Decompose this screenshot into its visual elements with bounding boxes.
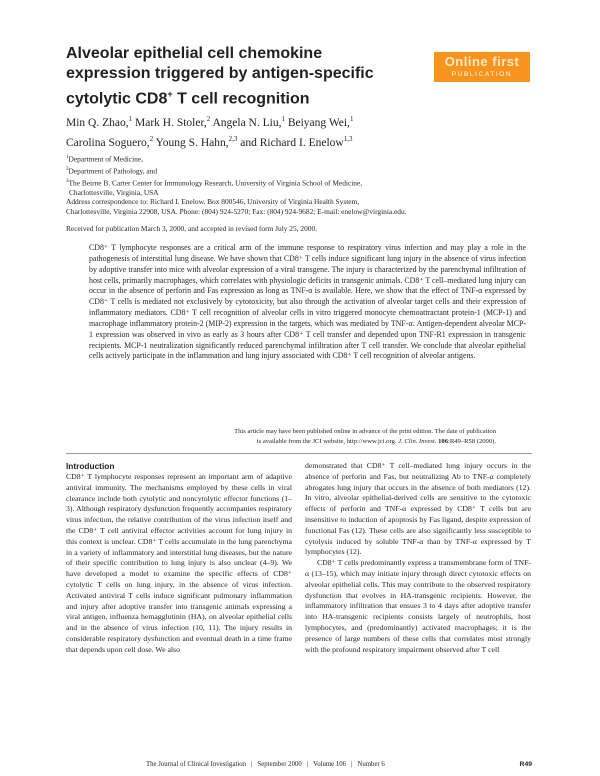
correspondence-line: Address correspondence to: Richard I. Enelow, Box 800546, University of Virginia Health System,: [66, 197, 360, 206]
section-divider: [66, 453, 532, 454]
affiliation-line: Charlottesville, Virginia, USA: [69, 188, 159, 198]
body-column-right: [305, 461, 531, 655]
title-superscript: +: [167, 89, 173, 99]
body-paragraph: CD8⁺ T cells predominantly express a transmembrane form of TNF-α (13–15), which may initiate injury through direct cytotoxic effects on alveolar epithelial cells. This may contribute to the observed respiratory dysfunction that evolves in HA-transgenic recipients. However, the inflammatory infiltration that ensues 3 to 4 days after adoptive transfer into HA-transgenic recipients consists largely of neutrophils, host lymphocytes, and (predominantly) activated macrophages; it is the presence of large numbers of these cells that correlates most strongly with the profound respiratory impairment observed after T cell: [305, 558, 531, 654]
title-line-1: Alveolar epithelial cell chemokine: [66, 45, 323, 62]
body-column-left: [66, 461, 292, 656]
online-first-badge: [434, 52, 530, 82]
page-number: R49: [519, 761, 532, 768]
correspondence: [66, 197, 546, 218]
affiliation-line: $^1$Department of Medicine,: [66, 154, 143, 164]
author: Carolina Soguero,$^2$: [66, 134, 154, 149]
title-line-2: expression triggered by antigen-specific: [66, 65, 374, 82]
title-line-3-end: T cell recognition: [172, 90, 310, 108]
article-title-block: [66, 44, 426, 109]
correspondence-line: Charlottesville, Virginia 22908, USA. Phone: (804) 924-5270; Fax: (804) 924-9682; E-mail: enelow@virginia.edu.: [66, 207, 407, 217]
author: Min Q. Zhao,$^1$: [66, 115, 133, 129]
publication-note: [160, 427, 496, 446]
body-paragraph: demonstrated that CD8⁺ T cell–mediated lung injury occurs in the absence of perforin and Fas, but neutralizing Ab to TNF-α completely abrogates lung injury that occurs in the absence of both mediators (12). In vitro, alveolar epithelial-derived cells are sensitive to the cytotoxic effects of perforin and TNF-α expressed by CD8⁺ T cells but are insensitive to induction of apoptosis by Fas ligand, despite expression of functional Fas (12). These cells are also significantly less susceptible to cytolysis induced by soluble TNF-α than by TNF-α expressed by T lymphocytes (12).: [305, 461, 531, 557]
author: and Richard I. Enelow$^{1,3}$: [240, 134, 353, 149]
introduction-paragraph: CD8⁺ T lymphocyte responses represent an important arm of adaptive antiviral immunity. The mechanisms employed by these cells in viral clearance include both cytolytic and noncytolytic effector functions (1–3). Although respiratory dysfunction frequently accompanies respiratory virus infection, the relative contribution of the virus infection itself and the CD8⁺ T cell antiviral effector activities account for lung injury in this context is unclear. CD8⁺ T cells accumulate in the lung parenchyma in a variety of inflammatory and interstitial lung diseases, but the nature of their specific contribution to lung injury is also unclear (4–9). We have developed a model to examine the specific effects of CD8⁺ cytolytic T cells on lung injury, in the absence of virus infection. Activated antiviral T cells induce significant pulmonary inflammation and injury after adoptive transfer into transgenic animals expressing a viral antigen, influenza hemagglutinin (HA), on alveolar epithelial cells and in the absence of virus infection (10, 11). The injury results in considerable respiratory dysfunction and eventual death in a time frame that depends upon cell dose. We also: [66, 472, 292, 654]
article-title: [66, 44, 426, 109]
title-line-3: cytolytic CD8: [66, 90, 168, 108]
affiliation-line: $^2$Department of Pathology, and: [66, 166, 158, 176]
volume-number: 106: [438, 437, 448, 445]
author: Beiyang Wei,$^1$: [287, 115, 354, 129]
author: Young S. Hahn,$^{2,3}$: [155, 134, 238, 149]
author: Mark H. Stoler,$^2$: [134, 115, 211, 129]
badge-bottom-text: PUBLICATION: [451, 71, 513, 78]
publication-note-line-2: is available from the JCI website, http://www.jci.org. J. Clin. Invest. 106:R49–R58 (2000).: [256, 437, 496, 445]
abstract: CD8⁺ T lymphocyte responses are a critical arm of the immune response to respiratory virus infection and may play a role in the pathogenesis of interstitial lung disease. We have shown that CD8⁺ T cells induce significant lung injury in the absence of virus infection by adoptive transfer into mice with alveolar expression of a viral transgene. The injury is characterized by the parenchymal infiltration of host cells, primarily macrophages, which correlates with physiologic deficits in transgenic animals. CD8⁺ T cell–mediated lung injury can occur in the absence of perforin and Fas expression as long as TNF-α is available. Here, we show that the effect of TNF-α expressed by CD8⁺ T cells is mediated not exclusively by cytotoxicity, but also through the activation of alveolar target cells and their expression of inflammatory mediators. CD8⁺ T cell recognition of alveolar cells in vitro triggered monocyte chemoattractant protein-1 (MCP-1) and macrophage inflammatory protein-2 (MIP-2) expression in the targets, which was mediated by TNF-α. Antigen-dependent alveolar MCP-1 expression was observed in vivo as early as 3 hours after CD8⁺ T cell transfer and depended upon TNF-R1 expression in transgenic recipients. MCP-1 neutralization significantly reduced parenchymal infiltration after T cell transfer. We conclude that alveolar epithelial cells actively participate in the inflammation and lung injury associated with CD8⁺ T cell recognition of alveolar antigens.: [89, 243, 526, 361]
badge-top-text: Online first: [444, 54, 520, 69]
affiliations: [66, 153, 546, 199]
received-date: Received for publication March 3, 2000, and accepted in revised form July 25, 2000.: [66, 224, 318, 233]
footer-citation: The Journal of Clinical Investigation | September 2000 | Volume 106 | Number 6: [146, 761, 385, 768]
affiliation-line: $^3$The Beirne B. Carter Center for Immunology Research, University of Virginia School of Medicine,: [66, 178, 363, 187]
author: Angela N. Liu,$^1$: [212, 115, 285, 129]
journal-abbrev: J. Clin. Invest.: [398, 437, 437, 445]
introduction-heading: Introduction: [66, 461, 115, 471]
publication-note-line-1: This article may have been published online in advance of the print edition. The date of publication: [234, 428, 496, 435]
author-list: [66, 111, 536, 151]
